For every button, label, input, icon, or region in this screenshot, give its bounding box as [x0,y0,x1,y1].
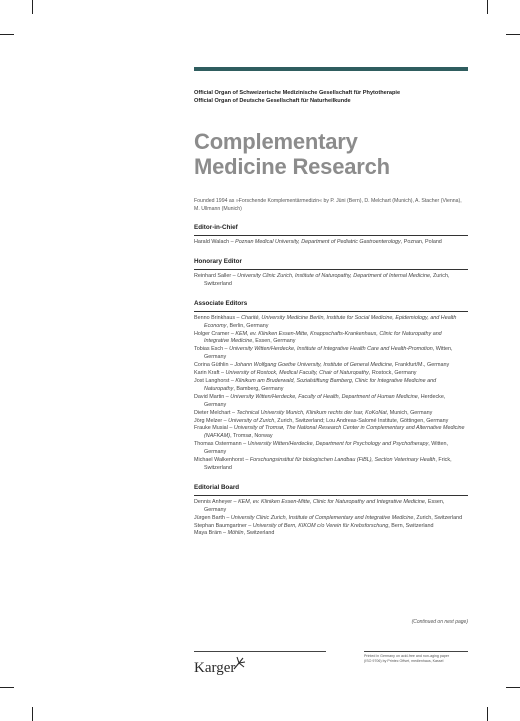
editor-entry: Tobias Esch – University Witten/Herdecke, Institute of Integrative Health Care and Health-Promotion, Witten, Germany [194,346,453,361]
section-associate-editors [194,300,468,473]
journal-title-line: Complementary [194,129,358,154]
editor-entry: Karin Kraft – University of Rostock, Medical Faculty, Chair of Naturopathy, Rostock, Germany [194,370,417,377]
logo-wordmark: Karger [194,660,236,676]
editor-entry: Corina Güthlin – Johann Wolfgang Goethe University, Institute of General Medicine, Frankfurt/M., Germany [194,362,450,369]
crop-mark [487,707,488,721]
section-heading: Honorary Editor [194,258,468,270]
crop-mark [506,34,520,35]
masthead [194,67,468,538]
editor-entry: Michael Walkenhorst – Forschungsinstitut für biologischen Landbau (FiBL), Section Veterinary Health, Frick, Switzerland [194,457,452,471]
editor-entry: David Martin – University Witten/Herdecke, Faculty of Health, Department of Human Medicine, Herdecke, Germany [194,393,446,408]
editor-entry: Frauke Musial – University of Tromsø, The National Research Center in Complementary and Alternative Medicine (NAFKAM), Tromsø, Norway [194,425,465,440]
crop-mark [32,707,33,721]
continued-note: (Continued on next page) [411,619,468,625]
editor-entry: Harald Walach – Poznan Medical University, Department of Pediatric Gastroenterology, Poznan, Poland [194,239,442,245]
editor-entry: Reinhard Saller – University Clinic Zurich, Institute of Naturopathy, Department of Internal Medicine, Zurich, Switzerland [194,272,450,287]
editor-entry: Thomas Ostermann – University Witten/Herdecke, Department for Psychology and Psychotherapy, Witten, Germany [194,441,449,456]
editor-entry: Holger Cramer – KEM, ev. Kliniken Essen-Mitte, Knappschafts-Krankenhaus, Clinic for Naturopathy and Integrative Medicine, Essen, Germany [194,330,442,345]
crop-mark [487,0,488,14]
official-organ-line: Official Organ of Schweizerische Medizinische Gesellschaft für Phytotherapie [194,90,401,96]
section-editorial-board [194,484,468,539]
editor-entry: Dennis Anheyer – KEM, ev. Kliniken Essen-Mitte, Clinic for Naturopathy and Integrative Medicine, Essen, Germany [194,498,445,513]
editor-entry: Jost Langhorst – Klinikum am Bruderwald, Sozialstiftung Bamberg, Clinic for Integrative Medicine and Naturopathy, Bamberg, Germany [194,377,437,392]
official-organ-line: Official Organ of Deutsche Gesellschaft für Naturheilkunde [194,98,351,104]
section-editor-in-chief [194,224,468,247]
journal-title [194,129,468,179]
section-heading: Editor-in-Chief [194,224,468,236]
printing-note: Printed in Germany on acid-free and non-aging paper (ISO 9706) by Printec Offset, medienhaus, Kassel [364,654,450,663]
editor-entry: Jörg Melzer – University of Zurich, Zurich, Switzerland; Lou Andreas-Salomé Institute, Göttingen, Germany [194,417,449,424]
crop-mark [32,0,33,14]
editor-entry: Stephan Baumgartner – University of Bern, KIKOM c/o Verein für Krebsforschung, Bern, Switzerland [194,522,434,529]
karger-logo [194,656,254,678]
section-heading: Editorial Board [194,484,468,496]
section-honorary-editor [194,258,468,289]
editor-entry: Jürgen Barth – University Clinic Zurich, Institute of Complementary and Integrative Medicine, Zurich, Switzerland [194,514,463,521]
crop-mark [506,687,520,688]
editor-entry: Dieter Melchart – Technical University Munich, Klinikum rechts der Isar, KoKoNat, Munich, Germany [194,409,433,416]
crop-mark [0,687,14,688]
section-heading: Associate Editors [194,300,468,312]
footer-rule [364,651,468,652]
top-rule [194,67,468,71]
crop-mark [0,34,14,35]
founded-note: Founded 1994 as »Forschende Komplementärmedizin« by P. Jüni (Bern), D. Melchart (Munich), A. Stacher (Vienna), M. Ullmann (Munich) [194,198,462,212]
editor-entry: Benno Brinkhaus – Charité, University Medicine Berlin, Institute for Social Medicine, Epidemiology, and Health Economy, Berlin, Germany [194,314,457,329]
footer-rule [194,651,326,652]
editor-entry: Maya Bräm – Möhlin, Switzerland [194,530,275,537]
karger-leaf-icon [231,656,247,670]
journal-title-line: Medicine Research [194,154,390,179]
